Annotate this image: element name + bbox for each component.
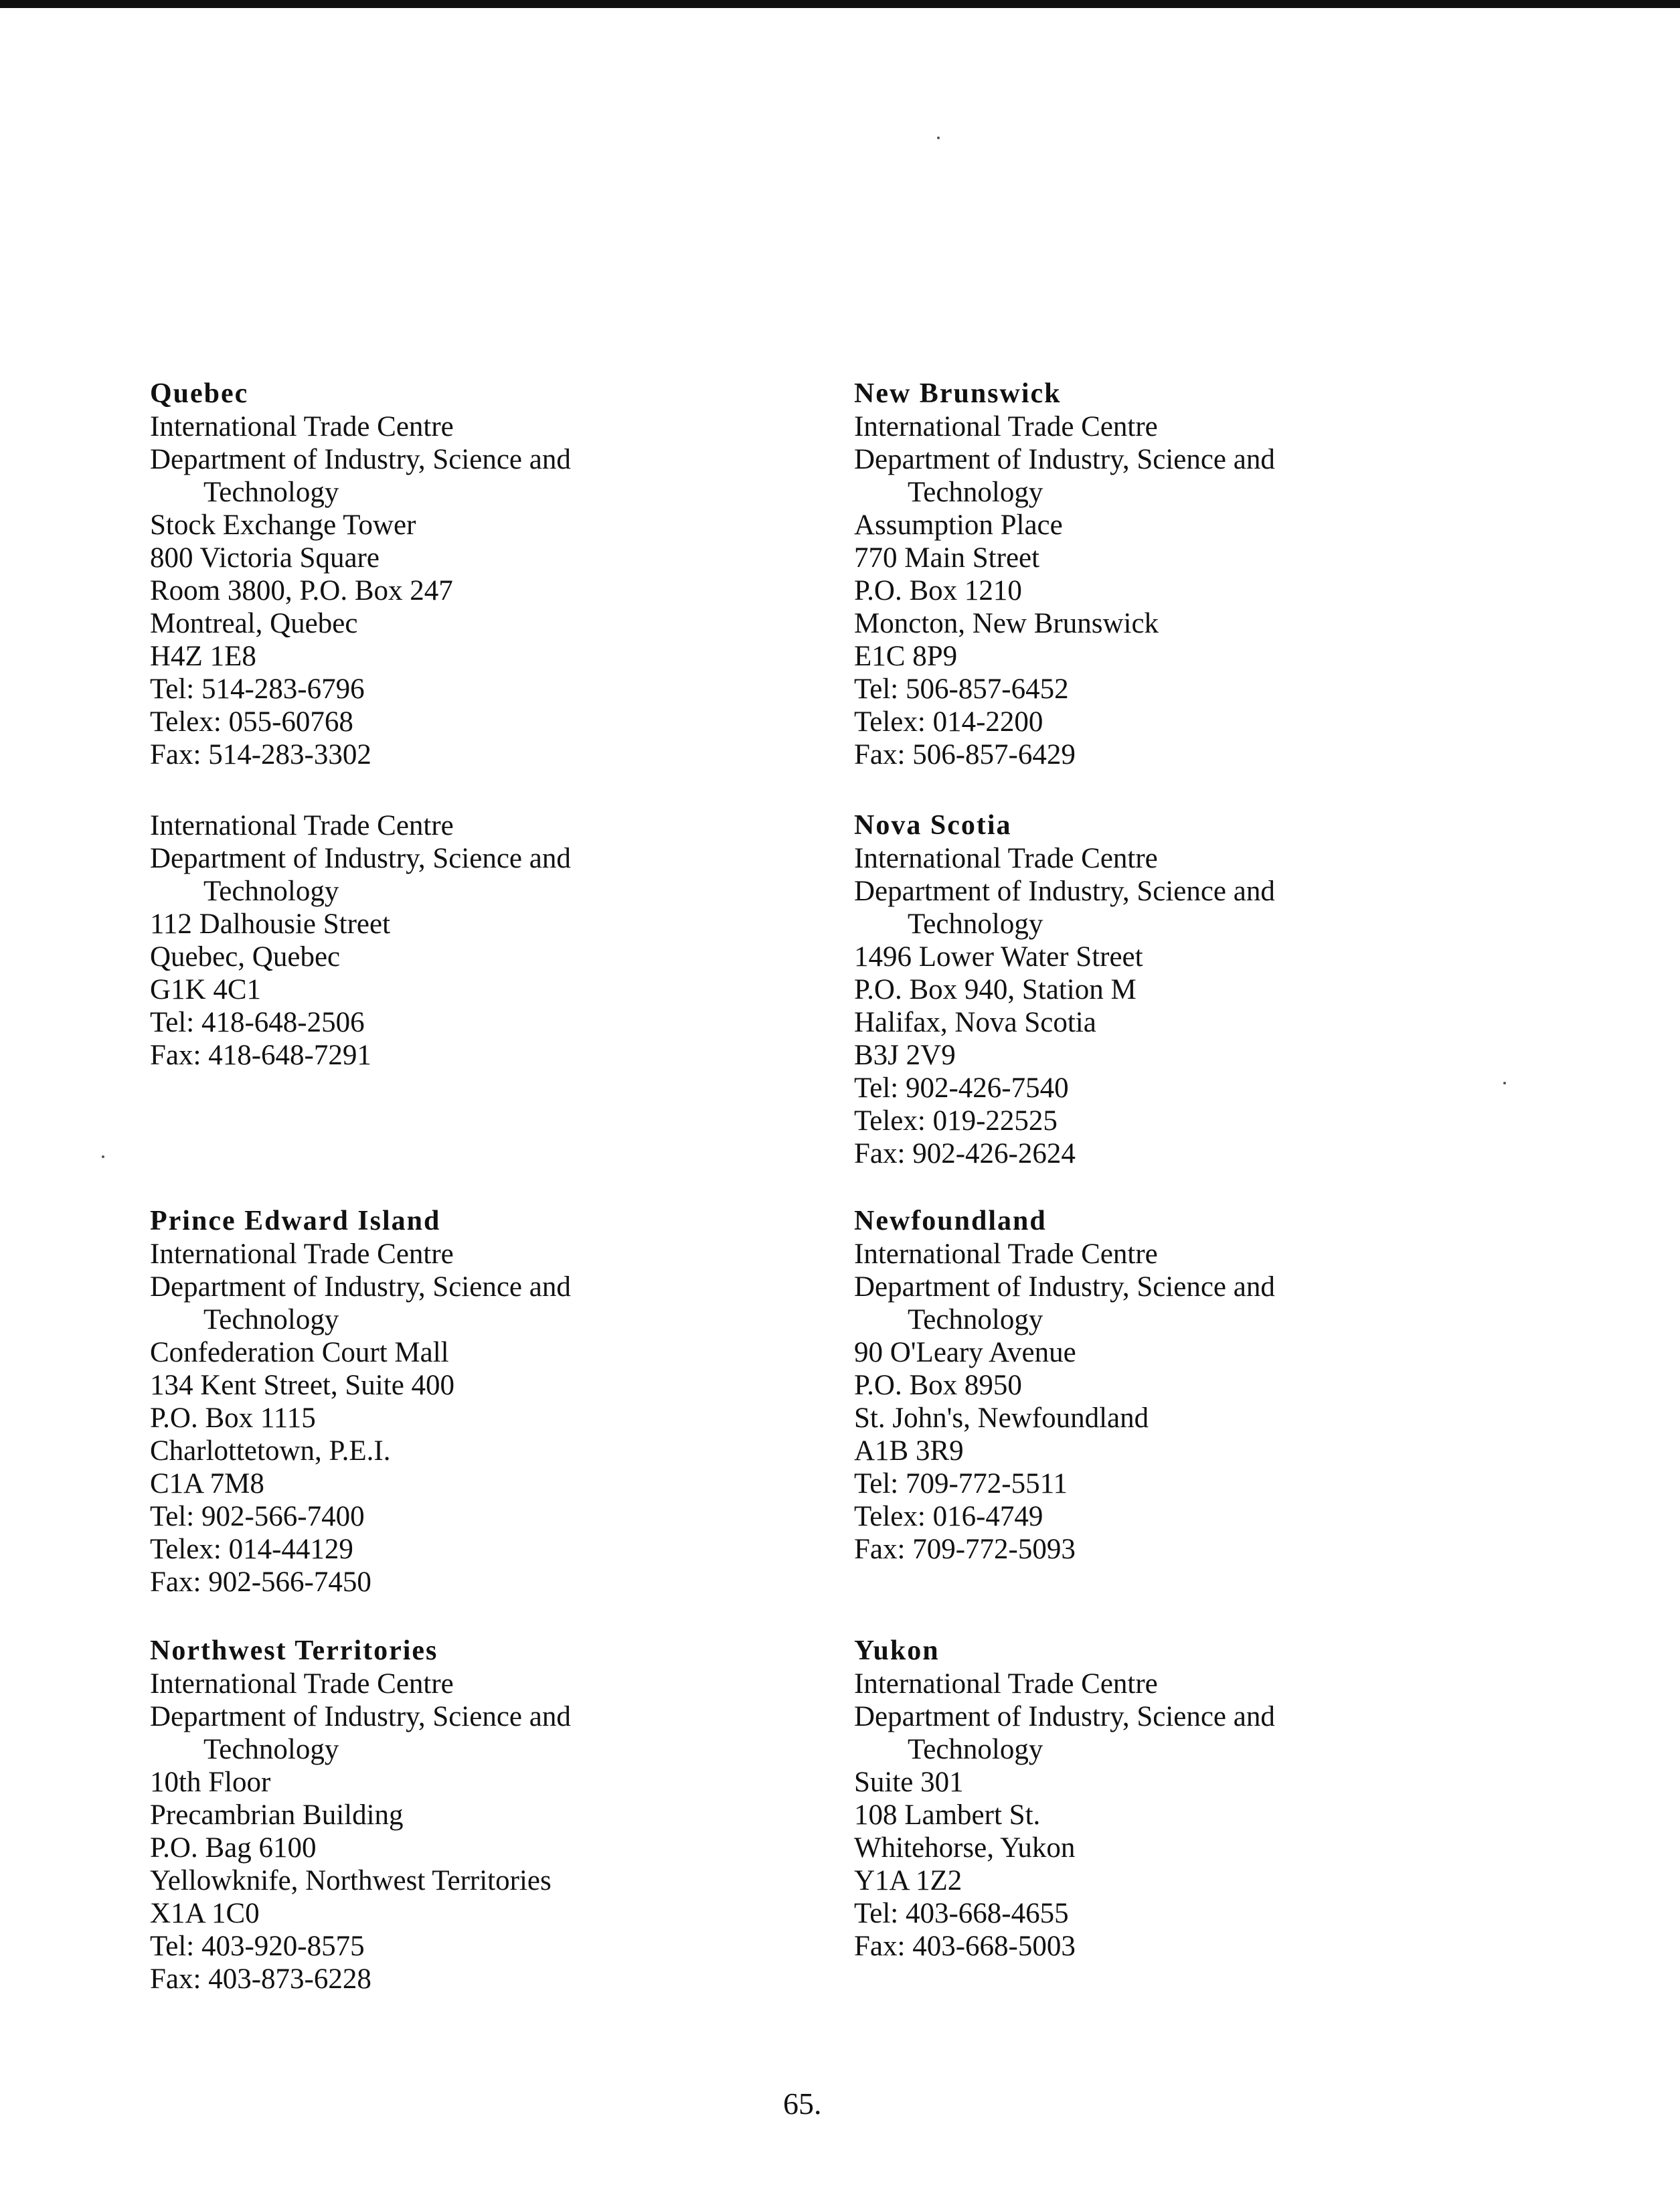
address-line: Technology (908, 908, 1043, 940)
address-line: 90 O'Leary Avenue (854, 1337, 1076, 1368)
address-line: 134 Kent Street, Suite 400 (150, 1370, 455, 1401)
postal-code: E1C 8P9 (854, 641, 958, 672)
telex: Telex: 016-4749 (854, 1501, 1043, 1532)
address-line: Department of Industry, Science and (150, 444, 571, 475)
fax: Fax: 403-668-5003 (854, 1931, 1076, 1962)
address-line: 112 Dalhousie Street (150, 908, 391, 940)
address-line: 108 Lambert St. (854, 1799, 1041, 1831)
address-line: Technology (908, 477, 1043, 508)
address-line: Stock Exchange Tower (150, 509, 416, 541)
office-heading: Newfoundland (854, 1206, 1047, 1236)
office-northwest-territories (150, 1635, 819, 1996)
address-line: Department of Industry, Science and (854, 1271, 1275, 1303)
telephone: Tel: 403-668-4655 (854, 1898, 1069, 1929)
address-line: Assumption Place (854, 509, 1063, 541)
office-quebec-city (150, 809, 819, 1072)
address-line: Confederation Court Mall (150, 1337, 449, 1368)
postal-code: A1B 3R9 (854, 1435, 964, 1467)
address-line: Montreal, Quebec (150, 608, 358, 639)
address-line: Department of Industry, Science and (854, 1701, 1275, 1732)
address-line: International Trade Centre (854, 843, 1158, 874)
address-line: Whitehorse, Yukon (854, 1832, 1076, 1864)
address-line: Technology (908, 1734, 1043, 1765)
telex: Telex: 055-60768 (150, 706, 353, 738)
address-line: P.O. Bag 6100 (150, 1832, 317, 1864)
office-nova-scotia (854, 809, 1523, 1170)
address-line: Suite 301 (854, 1767, 964, 1798)
office-newfoundland (854, 1205, 1523, 1566)
postal-code: X1A 1C0 (150, 1898, 260, 1929)
fax: Fax: 514-283-3302 (150, 739, 371, 770)
address-line: 800 Victoria Square (150, 542, 380, 574)
office-heading: Yukon (854, 1635, 940, 1666)
office-heading: Nova Scotia (854, 810, 1012, 841)
office-heading: New Brunswick (854, 378, 1062, 409)
scan-speck (102, 1155, 104, 1158)
address-line: Technology (908, 1304, 1043, 1335)
postal-code: Y1A 1Z2 (854, 1865, 962, 1896)
scan-top-edge (0, 0, 1680, 8)
address-line: P.O. Box 1210 (854, 575, 1022, 606)
fax: Fax: 709-772-5093 (854, 1534, 1076, 1565)
office-heading: Prince Edward Island (150, 1206, 441, 1236)
postal-code: H4Z 1E8 (150, 641, 256, 672)
address-line: P.O. Box 940, Station M (854, 974, 1137, 1005)
address-line: Technology (203, 1734, 339, 1765)
postal-code: C1A 7M8 (150, 1468, 264, 1499)
office-prince-edward-island (150, 1205, 819, 1599)
fax: Fax: 418-648-7291 (150, 1040, 371, 1071)
address-line: Precambrian Building (150, 1799, 404, 1831)
fax: Fax: 902-426-2624 (854, 1138, 1076, 1169)
address-line: Department of Industry, Science and (150, 1271, 571, 1303)
telephone: Tel: 506-857-6452 (854, 673, 1069, 705)
office-heading: Northwest Territories (150, 1635, 438, 1666)
address-line: Technology (203, 876, 339, 907)
address-line: Yellowknife, Northwest Territories (150, 1865, 552, 1896)
address-line: 1496 Lower Water Street (854, 941, 1143, 973)
office-heading: Quebec (150, 378, 249, 409)
office-yukon (854, 1635, 1523, 1963)
address-line: International Trade Centre (150, 810, 454, 841)
address-line: P.O. Box 8950 (854, 1370, 1022, 1401)
address-line: International Trade Centre (150, 1668, 454, 1700)
address-line: P.O. Box 1115 (150, 1402, 316, 1434)
address-line: International Trade Centre (150, 411, 454, 442)
address-line: 10th Floor (150, 1767, 271, 1798)
telephone: Tel: 902-566-7400 (150, 1501, 365, 1532)
address-line: Halifax, Nova Scotia (854, 1007, 1096, 1038)
address-line: St. John's, Newfoundland (854, 1402, 1149, 1434)
telex: Telex: 014-44129 (150, 1534, 353, 1565)
address-line: Quebec, Quebec (150, 941, 341, 973)
address-line: Room 3800, P.O. Box 247 (150, 575, 453, 606)
scan-speck (1503, 1082, 1506, 1084)
address-line: International Trade Centre (854, 1668, 1158, 1700)
telex: Telex: 019-22525 (854, 1105, 1058, 1137)
address-line: International Trade Centre (854, 1238, 1158, 1270)
postal-code: B3J 2V9 (854, 1040, 956, 1071)
telephone: Tel: 418-648-2506 (150, 1007, 365, 1038)
address-line: Department of Industry, Science and (150, 1701, 571, 1732)
address-line: Department of Industry, Science and (854, 876, 1275, 907)
address-line: International Trade Centre (854, 411, 1158, 442)
telex: Telex: 014-2200 (854, 706, 1043, 738)
fax: Fax: 403-873-6228 (150, 1963, 371, 1995)
address-line: Department of Industry, Science and (150, 843, 571, 874)
telephone: Tel: 514-283-6796 (150, 673, 365, 705)
page-number: 65. (783, 2087, 822, 2121)
address-line: Technology (203, 1304, 339, 1335)
address-line: 770 Main Street (854, 542, 1040, 574)
address-line: Department of Industry, Science and (854, 444, 1275, 475)
fax: Fax: 506-857-6429 (854, 739, 1076, 770)
telephone: Tel: 709-772-5511 (854, 1468, 1068, 1499)
address-line: Moncton, New Brunswick (854, 608, 1159, 639)
fax: Fax: 902-566-7450 (150, 1566, 371, 1598)
office-quebec-montreal (150, 378, 819, 771)
scan-speck (937, 137, 940, 139)
address-line: Charlottetown, P.E.I. (150, 1435, 391, 1467)
office-new-brunswick (854, 378, 1523, 771)
postal-code: G1K 4C1 (150, 974, 262, 1005)
telephone: Tel: 902-426-7540 (854, 1072, 1069, 1104)
address-line: International Trade Centre (150, 1238, 454, 1270)
address-line: Technology (203, 477, 339, 508)
telephone: Tel: 403-920-8575 (150, 1931, 365, 1962)
